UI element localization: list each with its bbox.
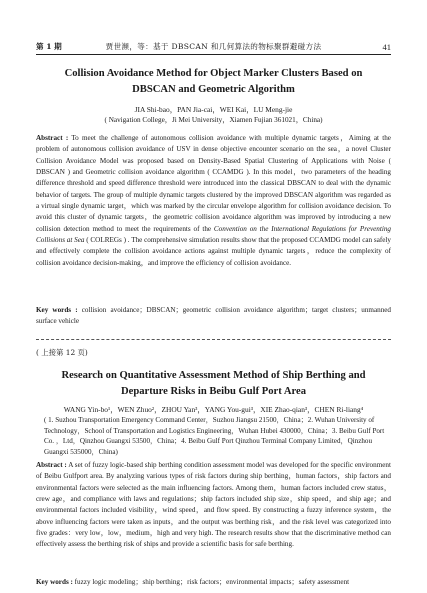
article2-keywords [36,577,391,588]
article2-authors: WANG Yin-bo¹，WEN Zhuo²，ZHOU Yan³，YANG You-gui³，XIE Zhao-qian³，CHEN Ri-liang⁴ [63,405,364,414]
issue-label: 第 1 期 [36,42,62,51]
article2-abstract-label: Abstract : [36,461,67,469]
article2-abstract-text: A set of fuzzy logic-based ship berthing condition assessment model was developed for the specific environment of Beibu Gulfport area. By analyzing various types of risk factors during ship berthing，human factors，ship factors and environmental factors were selected as the main influencing factors. Among them，human factors included crew status，crew age，and compliance with laws and regulations；ship factors included ship size，ship speed，and ship age；and environmental factors included visibility，wind speed，and flow speed. By constructing a fuzzy inference system，the above influencing factors were taken as inputs，and the output was berthing risk，and the risk level was categorized into five grades：very low，low，medium，high and very high. The research results show that the discriminative method can effectively assess the berthing risk of ships and provide a scientific basis for safe berthing. [36,461,391,549]
article1-abstract-text-2: ( COLREGs ) . The comprehensive simulation results show that the proposed CCAMDG model can safely and effectively complete the collision avoidance actions against multiple dynamic targets，reduce the complexity of collision avoidance decision-making，and improve the efficiency of collision avoidance. [36,236,391,267]
continuation-note: ( 上接第 12 页) [36,348,88,357]
article1-title [36,66,391,98]
article1-title-line2: DBSCAN and Geometric Algorithm [132,84,295,95]
section-divider [36,339,391,344]
article2-affiliation: ( 1. Suzhou Transportation Emergency Command Center，Suzhou Jiangsu 21500，China；2. Wuhan University of Technology，School of Transportation and Logistics Engineering，Wuhan Hubei 430000，China；3. Beibu Gulf Port Co. ，Ltd，Qinzhou Guangxi 53500，China；4. Beibu Gulf Port Qinzhou Terminal Company Limited，Qinzhou Guangxi 535000，China) [44,416,385,456]
article1-abstract-text-1: To meet the challenge of autonomous collision avoidance with multiple dynamic targets，Aiming at the problem of autonomous collision avoidance of USV in dense objective encounter scenario on the sea，a novel Cluster Collision Avoidance Model was proposed based on Density-Based Spatial Clustering of Applications with Noise ( DBSCAN ) and Geometric collision avoidance algorithm ( CCAMDG ). In this model，two parameters of the heading difference threshold and speed difference threshold were introduced into the classical DBSCAN to deal with the dynamic behavior of targets. The group of multiple dynamic targets clustered by the improved DBSCAN algorithm was regarded as a virtual single dynamic target，which was marked by the circular envelope algorithm for collision avoidance decision. To avoid this cluster of dynamic targets，the geometric collision avoidance algorithm was improved by introducing a new collision detection method to meet the requirements of the [36,134,391,233]
article1-keywords-label: Key words : [36,306,78,314]
article2-title-line1: Research on Quantitative Assessment Method of Ship Berthing and [61,370,366,381]
article1-abstract [36,133,391,269]
article2-abstract [36,460,391,551]
article1-byline [36,104,391,126]
article2-keywords-text: fuzzy logic modeling；ship berthing；risk factors；environmental impacts；safety assessment [72,578,350,586]
page-header [36,41,391,53]
article1-keywords-text: collision avoidance；DBSCAN；geometric collision avoidance algorithm；target clusters；unmanned surface vehicle [36,306,392,326]
article1-keywords [36,305,391,328]
article2-title-line2: Departure Risks in Beibu Gulf Port Area [120,386,306,397]
running-title: 贾世濒，等：基于 DBSCAN 和几何算法的物标聚群避碰方法 [105,42,322,51]
article2-title [36,368,391,400]
article1-abstract-italic: Convention on the International Regulations for Preventing Collisions at Sea [36,224,391,245]
article1-title-line1: Collision Avoidance Method for Object Marker Clusters Based on [64,68,363,79]
article2-byline [36,404,391,457]
article1-authors: JIA Shi-bao，PAN Jia-cai，WEI Kai，LU Meng-jie [134,105,293,114]
page-number: 41 [382,42,391,52]
header-rule [36,54,391,55]
article2-keywords-label: Key words : [36,578,73,586]
article1-affiliation: ( Navigation College，Ji Mei University，Xiamen Fujian 361021，China) [104,116,323,124]
article1-abstract-label: Abstract : [36,134,69,142]
